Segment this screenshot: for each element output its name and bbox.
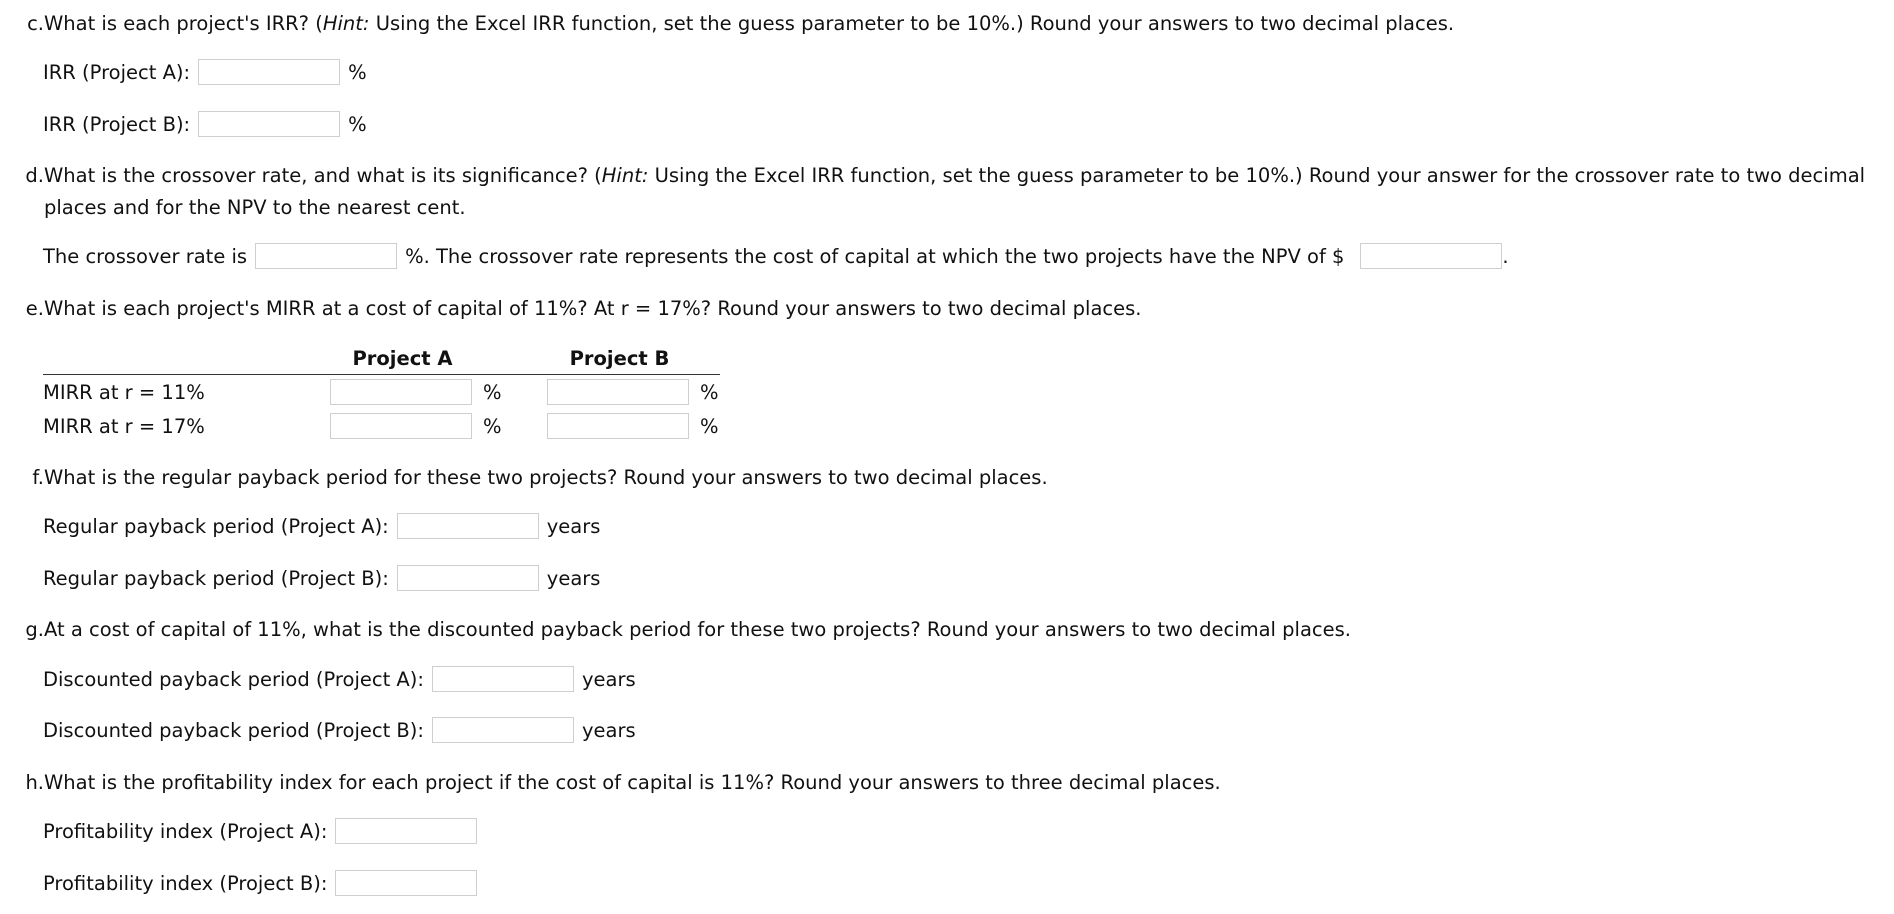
mirr-row [43,375,720,410]
discounted-a-input[interactable] [432,666,574,692]
payback-a-row [43,511,600,541]
percent-unit: % [483,380,502,404]
discounted-b-input[interactable] [432,717,574,743]
mirr-header-row [43,342,720,375]
question-letter: c. [27,12,44,35]
percent-unit: % [483,414,502,438]
irr-b-input[interactable] [198,111,340,137]
irr-b-row [43,109,367,139]
irr-a-label: IRR (Project A): [43,60,191,84]
question-text-part: Using the Excel IRR function, set the guess parameter to be 10%.) Round your answer for the crossover rate to two decimal places and for the NPV to the nearest cent. [44,164,1866,219]
hint-label: Hint: [322,12,370,35]
question-text [44,160,1894,224]
sentence-period: . [1502,244,1509,268]
question-text-part: Using the Excel IRR function, set the guess parameter to be 10%.) Round your answers to two decimal places. [369,12,1455,35]
mirr-header-empty [43,342,330,375]
pi-a-label: Profitability index (Project A): [43,819,328,843]
npv-input[interactable] [1360,243,1502,269]
question-text-part: What is each project's IRR? ( [44,12,323,35]
col-project-a: Project A [330,342,475,375]
crossover-sentence: %. The crossover rate represents the cost of capital at which the two projects have the NPV of $ [405,244,1345,268]
question-h [20,767,1880,799]
crossover-row [43,241,1509,271]
payback-b-input[interactable] [397,565,539,591]
payback-a-input[interactable] [397,513,539,539]
question-text: What is the regular payback period for these two projects? Round your answers to two decimal places. [44,466,1048,489]
crossover-rate-input[interactable] [255,243,397,269]
hint-label: Hint: [601,164,649,187]
discounted-a-row [43,664,636,694]
pi-b-label: Profitability index (Project B): [43,871,328,895]
question-text: What is the profitability index for each project if the cost of capital is 11%? Round your answers to three decimal places. [44,771,1221,794]
mirr-row-label: MIRR at r = 11% [43,380,205,404]
years-unit: years [581,667,636,691]
question-e [20,293,1880,325]
mirr-table [43,342,720,443]
question-text: What is each project's MIRR at a cost of capital of 11%? At r = 17%? Round your answers to two decimal places. [44,297,1142,320]
question-text-part: What is the crossover rate, and what is its significance? ( [44,164,602,187]
pi-b-row [43,868,477,898]
irr-a-input[interactable] [198,59,340,85]
question-letter: h. [25,771,44,794]
percent-unit: % [700,414,719,438]
question-letter: g. [25,618,44,641]
payback-b-row [43,563,600,593]
mirr-11-b-input[interactable] [547,379,689,405]
percent-unit: % [700,380,719,404]
crossover-label: The crossover rate is [43,244,248,268]
discounted-b-label: Discounted payback period (Project B): [43,718,424,742]
pi-b-input[interactable] [335,870,477,896]
percent-unit: % [348,112,367,136]
header-spacer [475,342,547,375]
payback-b-label: Regular payback period (Project B): [43,566,389,590]
question-c [20,8,1880,40]
col-project-b: Project B [547,342,692,375]
question-letter: f. [32,466,44,489]
question-letter: d. [25,164,44,187]
discounted-b-row [43,715,636,745]
header-spacer [692,342,720,375]
pi-a-input[interactable] [335,818,477,844]
irr-a-row [43,57,367,87]
years-unit: years [546,514,601,538]
pi-a-row [43,816,477,846]
question-text [44,8,1894,40]
question-f [20,462,1880,494]
question-g [20,614,1880,646]
irr-b-label: IRR (Project B): [43,112,191,136]
percent-unit: % [348,60,367,84]
question-letter: e. [25,297,44,320]
question-text: At a cost of capital of 11%, what is the discounted payback period for these two projects? Round your answers to two decimal places. [44,618,1351,641]
years-unit: years [581,718,636,742]
mirr-row-label: MIRR at r = 17% [43,414,205,438]
years-unit: years [546,566,601,590]
mirr-17-a-input[interactable] [330,413,472,439]
mirr-17-b-input[interactable] [547,413,689,439]
question-d [20,160,1880,219]
mirr-11-a-input[interactable] [330,379,472,405]
payback-a-label: Regular payback period (Project A): [43,514,389,538]
discounted-a-label: Discounted payback period (Project A): [43,667,424,691]
mirr-row [43,409,720,443]
